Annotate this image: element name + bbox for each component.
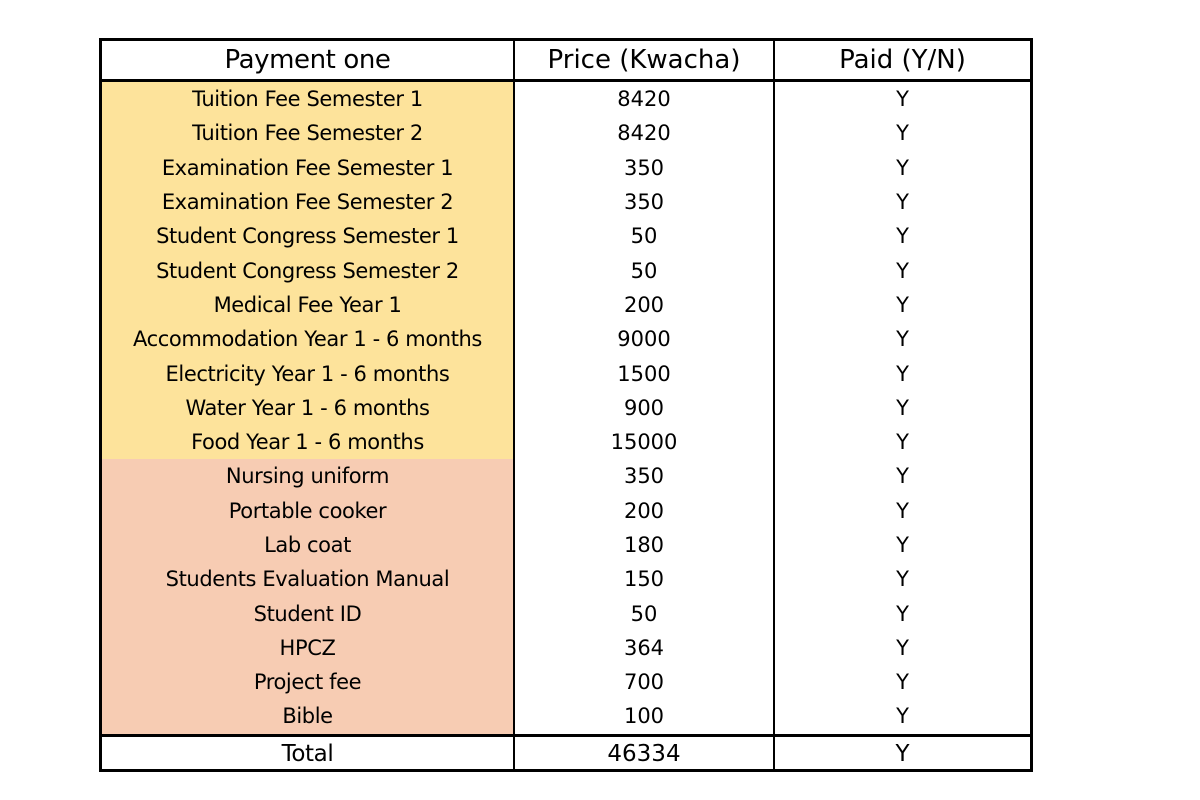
item-cell: Student ID [102, 596, 515, 630]
paid-cell: Y [896, 224, 909, 249]
item-cell: Examination Fee Semester 1 [102, 151, 515, 185]
price-cell: 50 [515, 253, 775, 287]
item-cell: Project fee [102, 665, 515, 699]
paid-cell: Y [896, 361, 909, 386]
item-cell: Medical Fee Year 1 [102, 288, 515, 322]
paid-cell: Y [896, 258, 909, 283]
paid-cell: Y [896, 395, 909, 420]
item-cell: HPCZ [102, 631, 515, 665]
payment-table [99, 38, 1033, 772]
paid-cell: Y [896, 567, 909, 592]
total-label: Total [102, 737, 515, 772]
paid-cell: Y [896, 190, 909, 215]
paid-cell: Y [896, 635, 909, 660]
table-row [102, 665, 1030, 699]
table-row [102, 699, 1030, 733]
paid-cell: Y [896, 292, 909, 317]
price-cell: 9000 [515, 322, 775, 356]
paid-cell: Y [896, 121, 909, 146]
price-cell: 700 [515, 665, 775, 699]
price-cell: 15000 [515, 425, 775, 459]
item-cell: Examination Fee Semester 2 [102, 185, 515, 219]
header-payment-one: Payment one [102, 41, 515, 79]
table-row [102, 356, 1030, 390]
paid-cell: Y [896, 670, 909, 695]
total-paid: Y [895, 741, 910, 768]
price-cell: 150 [515, 562, 775, 596]
table-row [102, 185, 1030, 219]
paid-cell: Y [896, 601, 909, 626]
price-cell: 8420 [515, 82, 775, 116]
table-row [102, 562, 1030, 596]
item-cell: Tuition Fee Semester 1 [102, 82, 515, 116]
table-row [102, 151, 1030, 185]
table-body [102, 82, 1030, 734]
table-row [102, 459, 1030, 493]
table-row [102, 528, 1030, 562]
price-cell: 180 [515, 528, 775, 562]
header-price: Price (Kwacha) [515, 41, 775, 79]
paid-cell: Y [896, 498, 909, 523]
price-cell: 350 [515, 185, 775, 219]
table-row [102, 116, 1030, 150]
item-cell: Water Year 1 - 6 months [102, 391, 515, 425]
total-row [102, 734, 1030, 772]
table-row [102, 391, 1030, 425]
paid-cell: Y [896, 87, 909, 112]
paid-cell: Y [896, 464, 909, 489]
paid-cell: Y [896, 430, 909, 455]
price-cell: 8420 [515, 116, 775, 150]
item-cell: Electricity Year 1 - 6 months [102, 356, 515, 390]
item-cell: Lab coat [102, 528, 515, 562]
price-cell: 900 [515, 391, 775, 425]
table-row [102, 631, 1030, 665]
table-row [102, 82, 1030, 116]
item-cell: Nursing uniform [102, 459, 515, 493]
price-cell: 1500 [515, 356, 775, 390]
item-cell: Student Congress Semester 2 [102, 253, 515, 287]
table-row [102, 596, 1030, 630]
table-row [102, 219, 1030, 253]
header-paid: Paid (Y/N) [839, 45, 966, 75]
item-cell: Portable cooker [102, 494, 515, 528]
price-cell: 364 [515, 631, 775, 665]
price-cell: 200 [515, 494, 775, 528]
price-cell: 50 [515, 219, 775, 253]
paid-cell: Y [896, 533, 909, 557]
table-row [102, 253, 1030, 287]
price-cell: 350 [515, 459, 775, 493]
item-cell: Food Year 1 - 6 months [102, 425, 515, 459]
price-cell: 200 [515, 288, 775, 322]
price-cell: 350 [515, 151, 775, 185]
table-header-row [102, 41, 1030, 82]
paid-cell: Y [896, 155, 909, 180]
item-cell: Student Congress Semester 1 [102, 219, 515, 253]
price-cell: 50 [515, 596, 775, 630]
item-cell: Tuition Fee Semester 2 [102, 116, 515, 150]
price-cell: 100 [515, 699, 775, 733]
table-row [102, 288, 1030, 322]
table-row [102, 494, 1030, 528]
paid-cell: Y [896, 327, 909, 352]
item-cell: Bible [102, 699, 515, 733]
table-row [102, 425, 1030, 459]
item-cell: Students Evaluation Manual [102, 562, 515, 596]
total-price: 46334 [515, 737, 775, 772]
item-cell: Accommodation Year 1 - 6 months [102, 322, 515, 356]
paid-cell: Y [896, 704, 909, 729]
table-row [102, 322, 1030, 356]
